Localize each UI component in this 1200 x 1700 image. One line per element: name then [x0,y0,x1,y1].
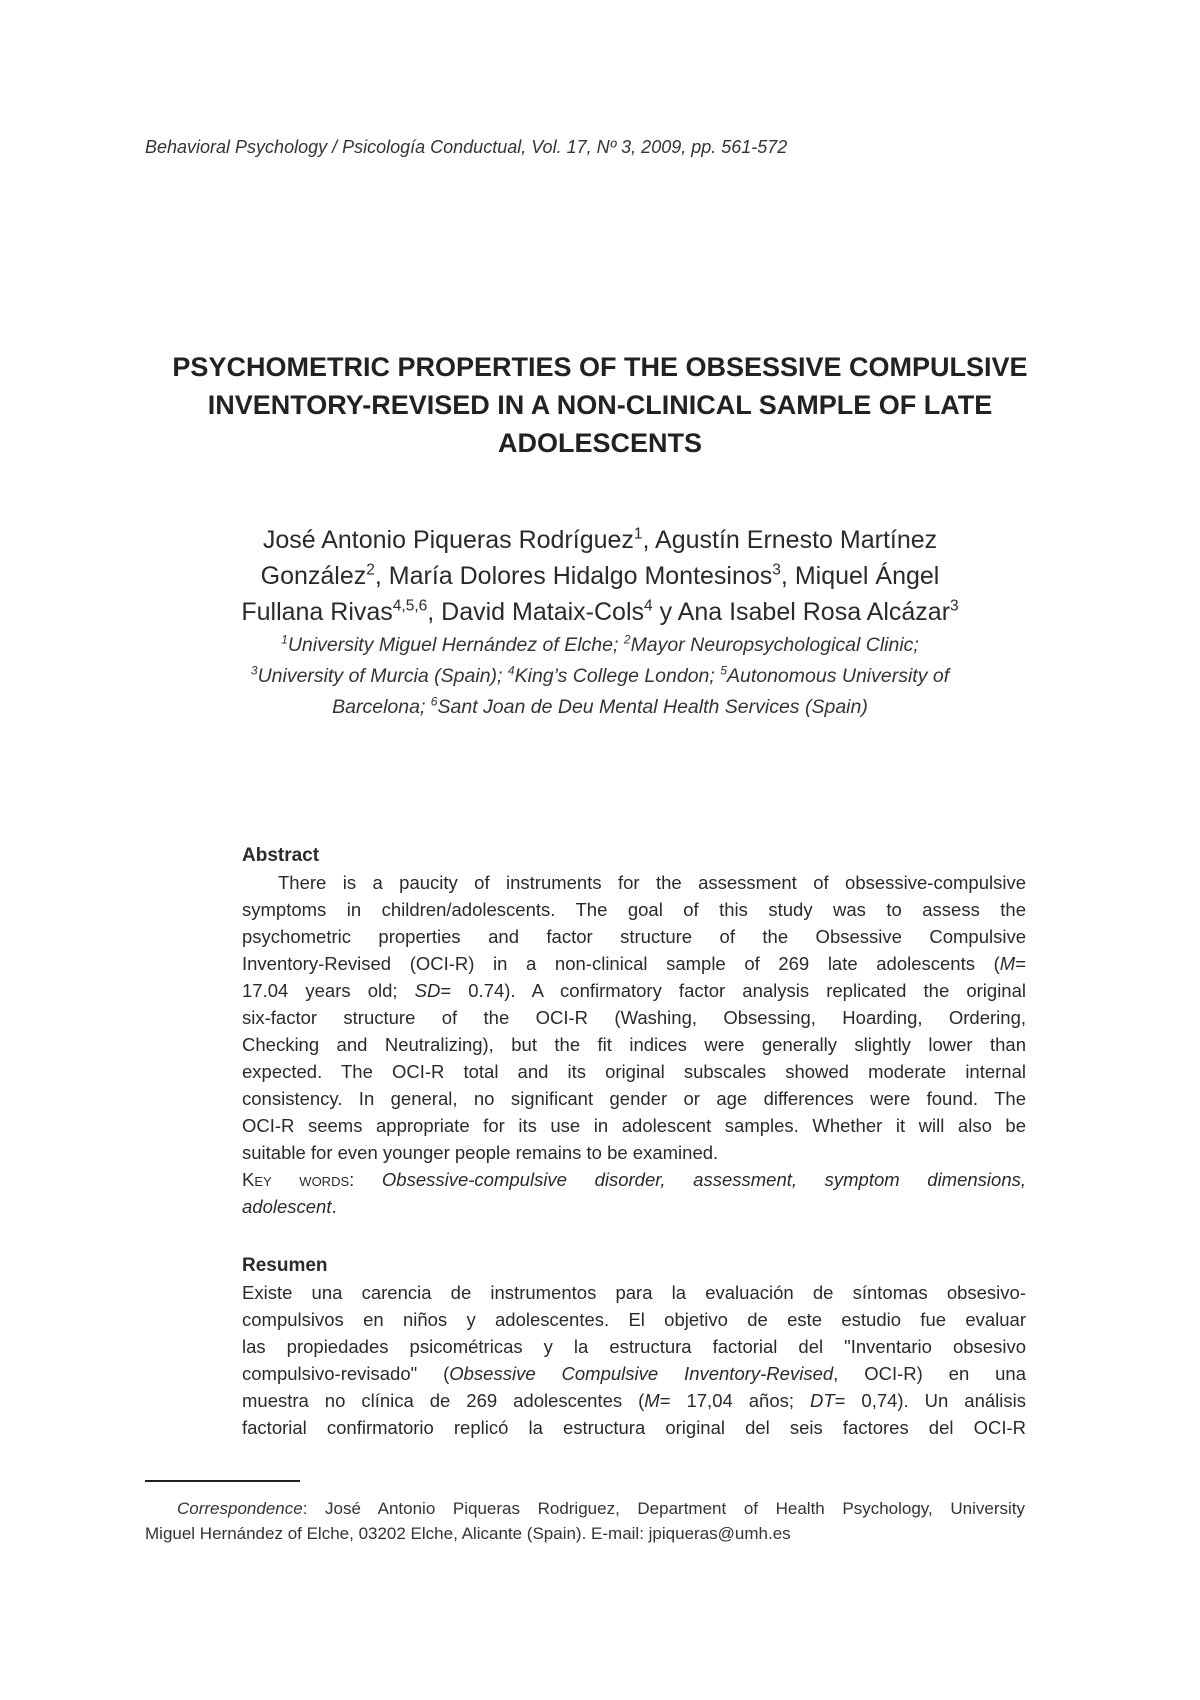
keywords-line: Key words: Obsessive-compulsive disorder, assessment, symptom dimensions, [242,1169,1027,1190]
abstract-line: OCI-R seems appropriate for its use in adolescent samples. Whether it will also be [242,1115,1026,1136]
resumen-line: Existe una carencia de instrumentos para la evaluación de síntomas obsesivo- [242,1282,1026,1303]
abstract-line: suitable for even younger people remains to be examined. [242,1142,719,1163]
running-head: Behavioral Psychology / Psicología Conductual, Vol. 17, Nº 3, 2009, pp. 561-572 [145,137,788,157]
resumen-line: compulsivo-revisado" (Obsessive Compulsive Inventory-Revised, OCI-R) en una [242,1363,1026,1384]
abstract-line: Inventory-Revised (OCI-R) in a non-clinical sample of 269 late adolescents (M= [242,953,1026,974]
title-line: INVENTORY-REVISED IN A NON-CLINICAL SAMPLE OF LATE [207,390,993,420]
author-line: José Antonio Piqueras Rodríguez$^1$, Agustín Ernesto Martínez [262,525,938,554]
correspondence-footnote [145,1496,1025,1546]
footnote-line: Miguel Hernández of Elche, 03202 Elche, Alicante (Spain). E-mail: jpiqueras@umh.es [145,1524,791,1543]
abstract-line: symptoms in children/adolescents. The goal of this study was to assess the [242,899,1026,920]
abstract-line: There is a paucity of instruments for the assessment of obsessive-compulsive [278,872,1026,893]
affiliation-line: $^3$University of Murcia (Spain); $^4$King’s College London; $^5$Autonomous University of [250,663,950,687]
resumen-line: compulsivos en niños y adolescentes. El objetivo de este estudio fue evaluar [242,1309,1026,1330]
affiliations [120,630,1080,723]
footnote-line: Correspondence: José Antonio Piqueras Rodriguez, Department of Health Psychology, University [177,1499,1025,1518]
resumen-line: factorial confirmatorio replicó la estructura original del seis factores del OCI-R [242,1417,1026,1438]
abstract-line: psychometric properties and factor structure of the Obsessive Compulsive [242,926,1026,947]
footnote-divider [145,1480,300,1482]
abstract-line: Checking and Neutralizing), but the fit indices were generally slightly lower than [242,1034,1026,1055]
abstract-line: consistency. In general, no significant gender or age differences were found. The [242,1088,1026,1109]
affiliation-line: $^1$University Miguel Hernández of Elche; $^2$Mayor Neuropsychological Clinic; [281,632,919,656]
abstract-line: six-factor structure of the OCI-R (Washing, Obsessing, Hoarding, Ordering, [242,1007,1026,1028]
author-list [120,522,1080,630]
author-line: González$^2$, María Dolores Hidalgo Montesinos$^3$, Miquel Ángel [260,561,940,590]
title-line: PSYCHOMETRIC PROPERTIES OF THE OBSESSIVE COMPULSIVE [172,352,1028,382]
abstract-line: expected. The OCI-R total and its original subscales showed moderate internal [242,1061,1026,1082]
affiliation-line: Barcelona; $^6$Sant Joan de Deu Mental Health Services (Spain) [332,694,868,718]
resumen-section [242,1252,1026,1441]
resumen-line: las propiedades psicométricas y la estructura factorial del "Inventario obsesivo [242,1336,1026,1357]
abstract-heading: Abstract [242,845,320,866]
resumen-line: muestra no clínica de 269 adolescentes (M= 17,04 años; DT= 0,74). Un análisis [242,1390,1026,1411]
paper-title [130,348,1070,462]
resumen-heading: Resumen [242,1255,328,1276]
author-line: Fullana Rivas$^{4,5,6}$, David Mataix-Cols$^4$ y Ana Isabel Rosa Alcázar$^3$ [241,597,959,626]
keywords-label: Key words [242,1169,350,1190]
abstract-line: 17.04 years old; SD= 0.74). A confirmatory factor analysis replicated the original [242,980,1026,1001]
keywords-line: adolescent. [242,1196,337,1217]
title-line: ADOLESCENTS [497,428,703,458]
abstract-section [242,842,1026,1220]
